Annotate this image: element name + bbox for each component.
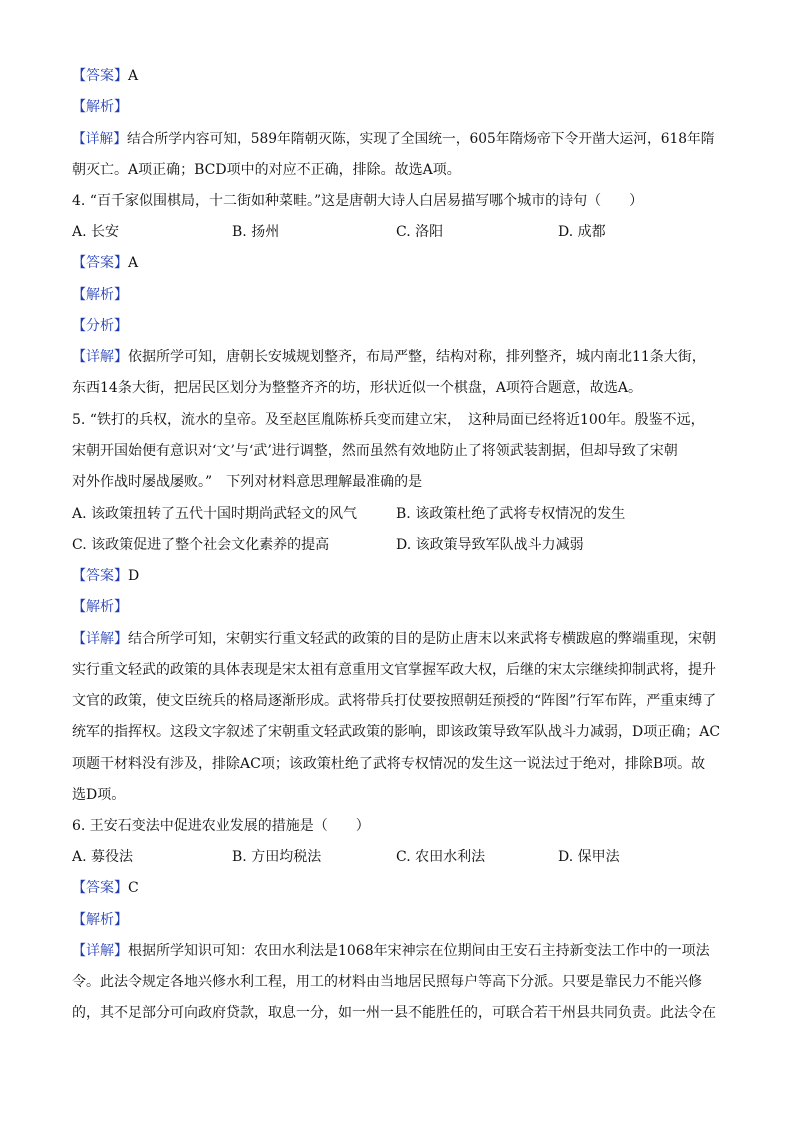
analysis-tag: 【解析】 <box>72 287 128 303</box>
option-b: B. 扬州 <box>232 224 280 240</box>
answer-line <box>72 566 722 586</box>
detail-line <box>72 129 722 149</box>
option-d: D. 该政策导致军队战斗力减弱 <box>396 537 584 553</box>
answer-tag: 【答案】 <box>72 880 128 896</box>
option-c: C. 洛阳 <box>396 224 444 240</box>
option-c: C. 该政策促进了整个社会文化素养的提高 <box>72 537 330 553</box>
answer-tag: 【答案】 <box>72 68 128 84</box>
question-stem: 6. 王安石变法中促进农业发展的措施是（ ） <box>72 818 370 834</box>
answer-value: A <box>128 255 139 271</box>
detail-line <box>72 941 722 961</box>
detail-line: 项题干材料没有涉及，排除AC项；该政策杜绝了武将专权情况的发生这一说法过于绝对，排除B项。故 <box>72 756 706 772</box>
answer-line <box>72 253 722 273</box>
answer-tag: 【答案】 <box>72 568 128 584</box>
answer-value: D <box>128 568 140 584</box>
question-stem: 4. “百千家似围棋局，十二街如种菜畦。”这是唐朝大诗人白居易描写哪个城市的诗句（ ） <box>72 193 644 209</box>
detail-line: 东西14条大街，把居民区划分为整整齐齐的坊，形状近似一个棋盘，A项符合题意，故选A。 <box>72 380 643 396</box>
analysis-tag: 【解析】 <box>72 912 128 928</box>
detail-line: 统军的指挥权。这段文字叙述了宋朝重文轻武政策的影响，即该政策导致军队战斗力减弱，D项正确；AC <box>72 724 721 740</box>
detail-tag: 【详解】 <box>72 131 128 147</box>
detail-text: 根据所学知识可知：农田水利法是1068年宋神宗在位期间由王安石主持新变法工作中的一项法 <box>128 943 710 959</box>
detail-text: 依据所学可知，唐朝长安城规划整齐，布局严整，结构对称，排列整齐，城内南北11条大街， <box>128 349 706 365</box>
option-a: A. 该政策扭转了五代十国时期尚武轻文的风气 <box>72 506 358 522</box>
option-c: C. 农田水利法 <box>396 849 486 865</box>
question-stem: 5. “铁打的兵权，流水的皇帝。及至赵匡胤陈桥兵变而建立宋， 这种局面已经将近100年。殷鉴不远， <box>72 412 705 428</box>
detail-tag: 【详解】 <box>72 943 128 959</box>
question-stem: 对外作战时屡战屡败。” 下列对材料意思理解最准确的是 <box>72 474 423 490</box>
option-b: B. 该政策杜绝了武将专权情况的发生 <box>396 506 626 522</box>
detail-text: 结合所学内容可知，589年隋朝灭陈，实现了全国统一，605年隋炀帝下令开凿大运河，618年隋 <box>127 131 715 147</box>
option-d: D. 成都 <box>558 224 606 240</box>
option-b: B. 方田均税法 <box>232 849 322 865</box>
answer-value: C <box>128 880 139 896</box>
detail-tag: 【详解】 <box>72 349 128 365</box>
answer-value: A <box>128 68 139 84</box>
detail-text: 结合所学可知，宋朝实行重文轻武的政策的目的是防止唐末以来武将专横跋扈的弊端重现，宋朝 <box>128 631 716 647</box>
answer-tag: 【答案】 <box>72 255 128 271</box>
option-d: D. 保甲法 <box>558 849 620 865</box>
detail-line: 选D项。 <box>72 787 126 803</box>
option-a: A. 长安 <box>72 224 120 240</box>
detail-tag: 【详解】 <box>72 631 128 647</box>
detail-line <box>72 629 722 649</box>
option-a: A. 募役法 <box>72 849 134 865</box>
detail-line: 朝灭亡。A项正确；BCD项中的对应不正确，排除。故选A项。 <box>72 162 461 178</box>
answer-line <box>72 878 722 898</box>
detail-line <box>72 347 722 367</box>
detail-line: 文官的政策，使文臣统兵的格局逐渐形成。武将带兵打仗要按照朝廷预授的“阵图”行军布阵，严重束缚了 <box>72 693 717 709</box>
fenxi-tag: 【分析】 <box>72 318 128 334</box>
answer-line <box>72 66 722 86</box>
detail-line: 实行重文轻武的政策的具体表现是宋太祖有意重用文官掌握军政大权，后继的宋太宗继续抑制武将，提升 <box>72 662 716 678</box>
detail-line: 令。此法令规定各地兴修水利工程，用工的材料由当地居民照每户等高下分派。只要是靠民力不能兴修 <box>72 974 702 990</box>
question-stem: 宋朝开国始便有意识对‘文’与‘武’进行调整，然而虽然有效地防止了将领武装割据，但却导致了宋朝 <box>72 443 678 459</box>
analysis-tag: 【解析】 <box>72 599 128 615</box>
analysis-tag: 【解析】 <box>72 99 128 115</box>
detail-line: 的，其不足部分可向政府贷款，取息一分，如一州一县不能胜任的，可联合若干州县共同负责。此法令在 <box>72 1005 716 1021</box>
